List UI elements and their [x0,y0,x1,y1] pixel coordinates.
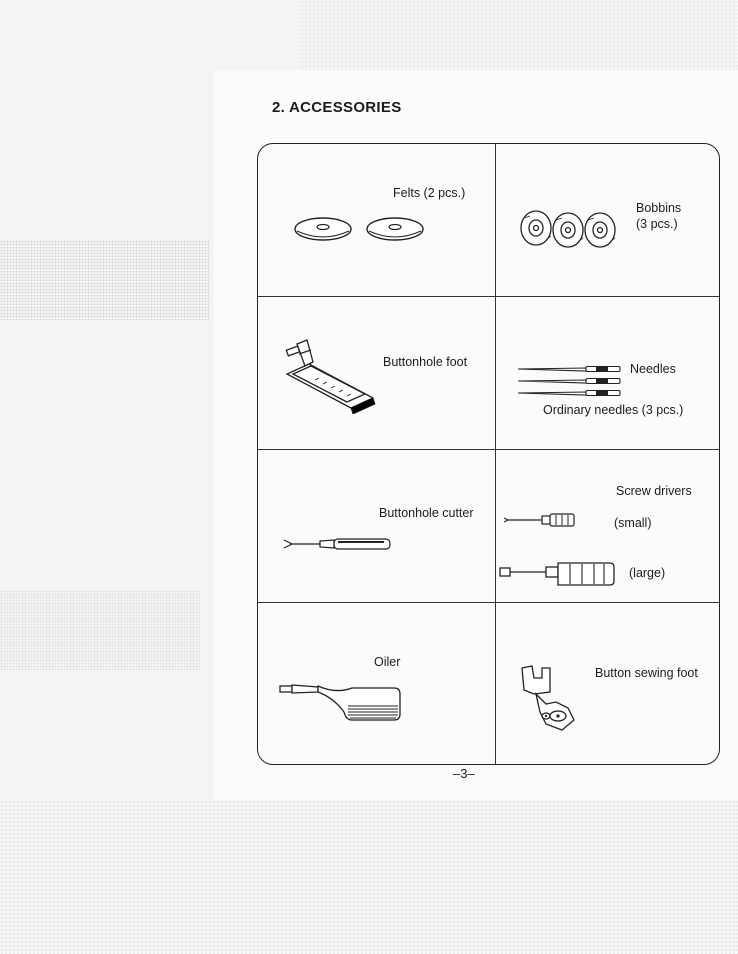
buttonhole-cutter-label: Buttonhole cutter [379,506,474,520]
row-divider-3 [258,602,719,603]
buttonhole-cutter-icon [282,534,394,554]
needles-label: Needles [630,362,676,376]
section-title: 2. ACCESSORIES [272,99,402,116]
small-label: (small) [614,516,652,530]
bobbin-icon [518,206,638,250]
row-divider-2 [258,449,719,450]
bobbins-label-line2: (3 pcs.) [636,217,678,231]
screw-drivers-label: Screw drivers [616,484,692,498]
large-label: (large) [629,566,666,580]
scan-noise-bottom [0,800,738,954]
button-sewing-foot-label: Button sewing foot [595,666,698,680]
felts-label: Felts (2 pcs.) [393,186,466,200]
column-divider [495,144,496,764]
oiler-label: Oiler [374,655,401,669]
bobbins-label [636,200,681,232]
scan-noise-top [300,0,738,70]
page-number: –3– [453,766,475,781]
felt-disc-icon [293,212,465,246]
row-divider-1 [258,296,719,297]
screwdriver-small-icon [502,512,576,528]
button-sewing-foot-icon [516,664,582,734]
buttonhole-foot-icon [285,336,380,414]
screwdriver-large-icon [498,559,616,589]
scan-noise-left [0,240,210,320]
bobbins-label-line1: Bobbins [636,201,682,215]
oiler-icon [278,676,406,724]
buttonhole-foot-label: Buttonhole foot [383,355,468,369]
needle-icon [516,362,624,398]
scan-noise-left-mid [0,590,200,670]
ordinary-needles-label: Ordinary needles (3 pcs.) [543,403,684,417]
